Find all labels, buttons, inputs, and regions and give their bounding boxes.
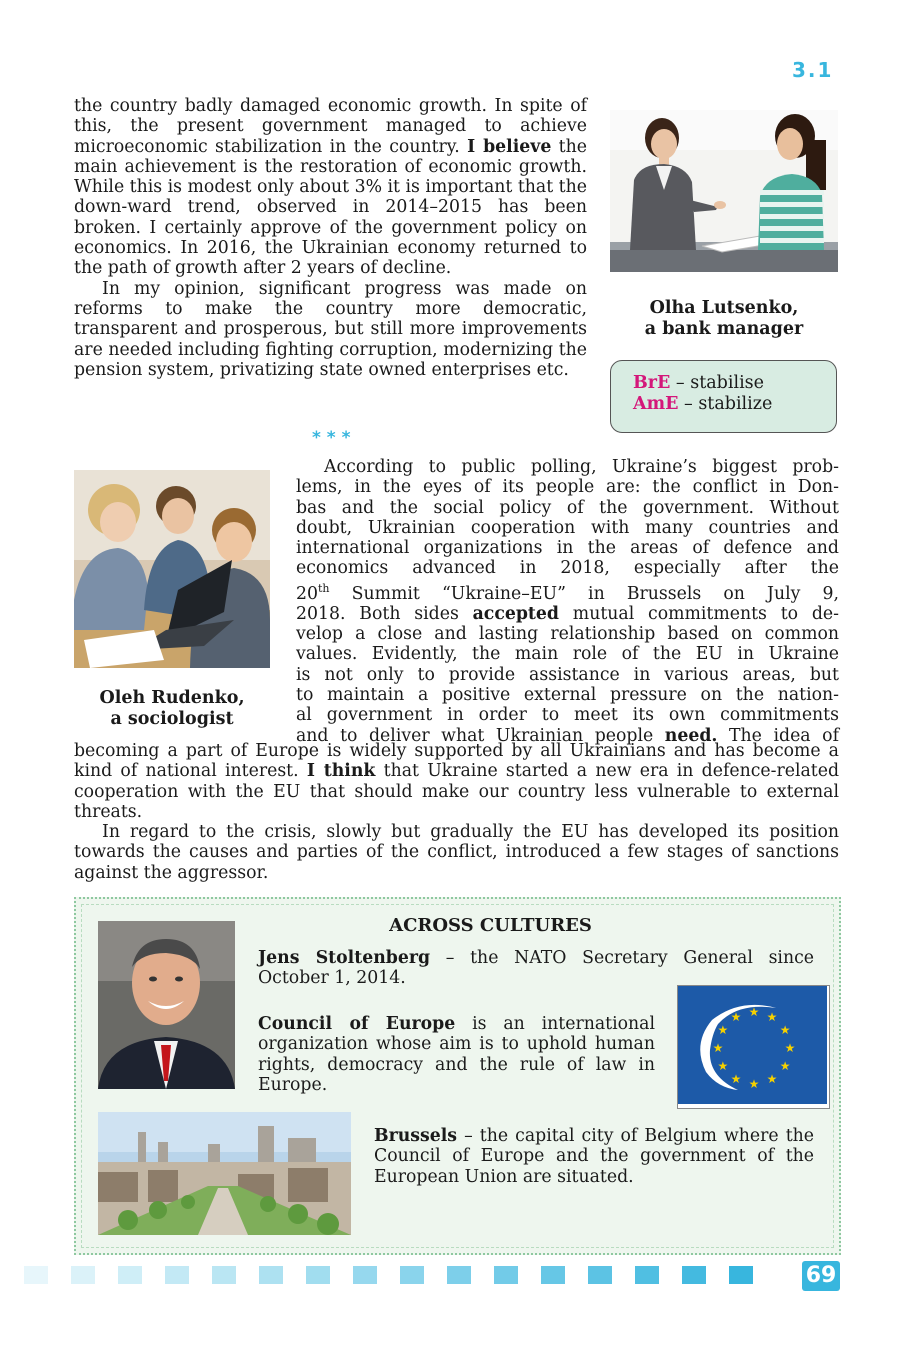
middle-paragraph-2 (74, 822, 839, 883)
bre-text: – stabilise (670, 373, 765, 393)
strip-square (71, 1266, 95, 1284)
top-paragraph-2 (74, 279, 587, 380)
wrapped-line: to maintain a positive external pressure on the nation- (296, 685, 839, 706)
text-run: th (318, 581, 330, 595)
wrapped-line: velop a close and lasting relationship based on common (296, 624, 839, 645)
bank-manager-photo (610, 110, 838, 272)
bre-label: BrE (633, 373, 671, 393)
portrait-illustration (98, 921, 235, 1089)
wrapped-line: lems, in the eyes of its people are: the conflict in Don- (296, 477, 839, 498)
ame-line (633, 394, 772, 415)
council-of-europe-flag (677, 985, 830, 1109)
flag-star: ★ (748, 1005, 760, 1019)
middle-paragraph-1 (74, 741, 839, 822)
strip-square (165, 1266, 189, 1284)
text-run: Summit “Ukraine–EU” in Brussels on July 9, (329, 583, 839, 604)
middle-full-text (74, 741, 839, 883)
flag-star: ★ (766, 1009, 778, 1024)
oleh-name: Oleh Rudenko, (99, 688, 245, 708)
top-paragraph-1 (74, 96, 587, 279)
jens-text (258, 948, 814, 989)
bold-phrase: I think (306, 761, 376, 782)
oleh-role: a sociologist (110, 709, 234, 729)
city-illustration (98, 1112, 351, 1235)
across-cultures-box (74, 897, 841, 1255)
wrapped-line (296, 579, 839, 604)
section-number-text: 3.1 (792, 58, 834, 82)
vocab-lines (633, 373, 772, 415)
page-number: 69 (802, 1261, 840, 1291)
bold-phrase: accepted (472, 603, 559, 624)
flag-star: ★ (717, 1023, 729, 1037)
olha-role: a bank manager (644, 319, 804, 339)
text-run: In regard to the crisis, slowly but gradually the EU has developed its position towards the causes and parties of the conflict, introduced a few stages of sanctions against the aggressor. (74, 822, 839, 883)
text-run: – the capital city of Belgium where the Council of Europe and the government of the European Union are situated. (374, 1126, 814, 1187)
strip-square (682, 1266, 706, 1284)
bold-phrase: Council of Europe (258, 1014, 456, 1034)
text-run: 2018. Both sides (296, 603, 473, 624)
strip-square (212, 1266, 236, 1284)
bank-photo-illustration (610, 110, 838, 272)
stars-divider: * * * (312, 428, 351, 448)
flag-star: ★ (730, 1072, 742, 1087)
across-title: ACROSS CULTURES (389, 915, 592, 936)
wrapped-line: According to public polling, Ukraine’s biggest prob- (324, 457, 839, 477)
strip-square (306, 1266, 330, 1284)
wrapped-line: is not only to provide assistance in various areas, but (296, 664, 839, 685)
top-text (74, 96, 587, 380)
wrapped-line (296, 604, 839, 624)
text-run: In my opinion, significant progress was made on reforms to make the country more democratic, transparent and prosperous, but still more improvements are needed including fighting corruption, modernizing the pension system, privatizing state owned enterprises etc. (74, 278, 587, 380)
strip-square (494, 1266, 518, 1284)
oleh-caption (74, 688, 270, 730)
bold-phrase: I believe (467, 136, 552, 157)
strip-square (635, 1266, 659, 1284)
strip-square (447, 1266, 471, 1284)
flag-star: ★ (730, 1009, 742, 1024)
council-text (258, 1014, 655, 1095)
flag-star: ★ (712, 1041, 724, 1055)
flag-star: ★ (779, 1023, 791, 1037)
group-photo-illustration (74, 470, 270, 668)
brussels-text (374, 1126, 814, 1187)
flag-star: ★ (779, 1059, 791, 1073)
wrapped-line: doubt, Ukrainian cooperation with many countries and (296, 517, 839, 538)
wrapped-line: international organizations in the areas of defence and (296, 538, 839, 559)
bold-phrase: Brussels (374, 1126, 458, 1146)
text-run: mutual commitments to de- (559, 603, 839, 624)
olha-caption (610, 298, 838, 340)
strip-square (400, 1266, 424, 1284)
ame-text: – stabilize (678, 394, 773, 414)
strip-square (729, 1266, 753, 1284)
strip-square (588, 1266, 612, 1284)
text-run: The idea of (717, 725, 839, 746)
middle-wrapped-text (296, 457, 839, 746)
strip-square (541, 1266, 565, 1284)
flag-star: ★ (717, 1059, 729, 1073)
strip-square (24, 1266, 48, 1284)
section-number (792, 58, 833, 82)
sociologist-photo (74, 470, 270, 668)
vocab-box (610, 360, 837, 433)
bre-line (633, 373, 772, 394)
text-run: 20 (296, 583, 318, 604)
text-run: the main achievement is the restoration of economic growth. While this is modest only about 3% it is important that the down-ward trend, observed in 2014–2015 has been broken. I certainly approve of the government policy on economics. In 2016, the Ukrainian economy returned to the path of growth after 2 years of decline. (74, 136, 587, 279)
wrapped-line: values. Evidently, the main role of the EU in Ukraine (296, 644, 839, 665)
flag-star: ★ (748, 1077, 760, 1091)
ame-label: AmE (633, 394, 679, 414)
strip-square (259, 1266, 283, 1284)
text-run: that Ukraine started a new era in defence-related cooperation with the EU that should make our country less vulnerable to external threats. (74, 761, 840, 822)
text-run: is an international organization whose aim is to uphold human rights, democracy and the rule of law in Europe. (258, 1014, 655, 1095)
brussels-photo (98, 1112, 351, 1235)
strip-square (353, 1266, 377, 1284)
bold-phrase: need. (664, 725, 718, 746)
olha-name: Olha Lutsenko, (649, 298, 799, 318)
bold-phrase: Jens Stoltenberg (258, 948, 431, 968)
wrapped-line: economics advanced in 2018, especially after the (296, 558, 839, 579)
text-run: becoming a part of Europe is widely supported by all Ukrainians and has become a kind of national interest. (74, 741, 839, 782)
flag-star: ★ (766, 1072, 778, 1087)
strip-square (118, 1266, 142, 1284)
wrapped-line: al government in order to meet its own commitments (296, 705, 839, 726)
council-of-europe-logo (678, 986, 827, 1104)
wrapped-line: bas and the social policy of the government. Without (296, 497, 839, 518)
text-run: the country badly damaged economic growth. In spite of this, the present government managed to achieve microeconomic stabilization in the country. (74, 96, 587, 157)
text-run: and to deliver what Ukrainian people (296, 725, 665, 746)
flag-star: ★ (784, 1041, 796, 1055)
stoltenberg-photo (98, 921, 235, 1089)
text-run: – the NATO Secretary General since October 1, 2014. (258, 948, 814, 989)
